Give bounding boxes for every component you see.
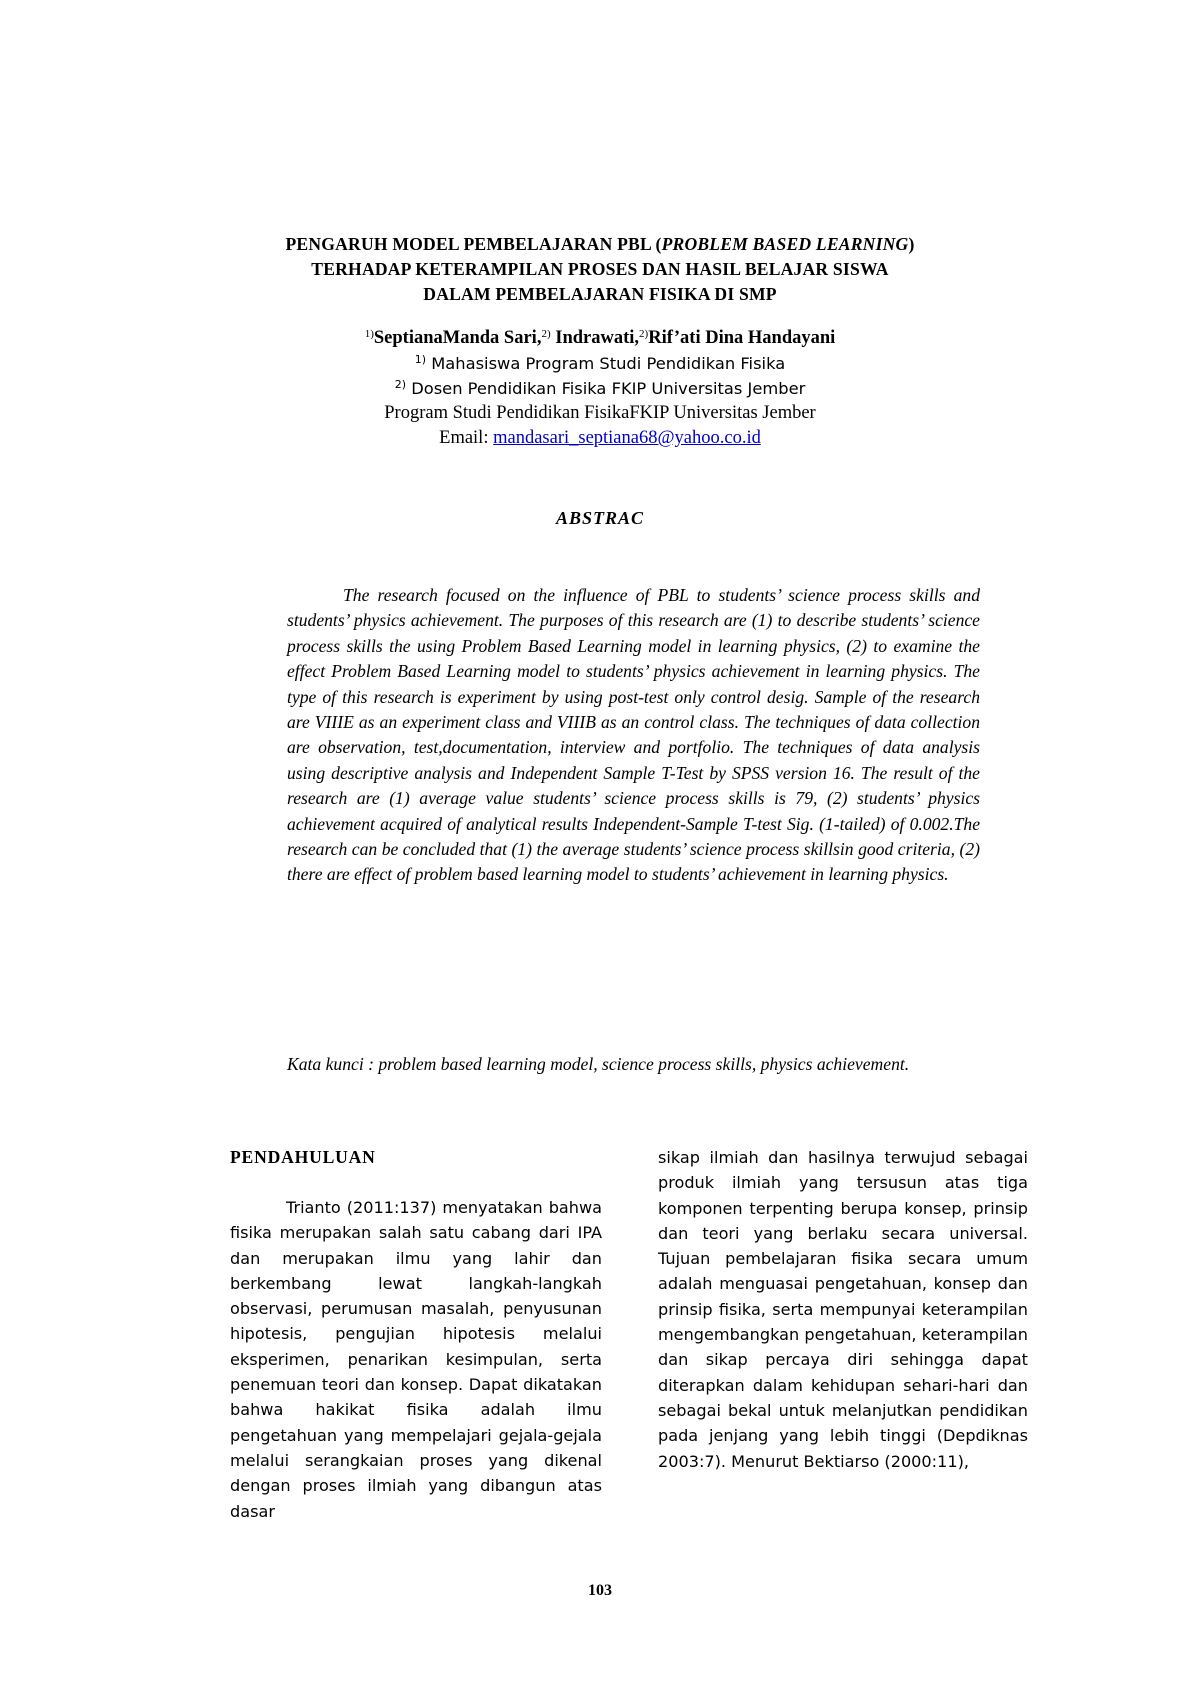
author-1-sup: 1) — [364, 328, 374, 340]
author-block — [150, 326, 1050, 451]
title-line-1 — [150, 232, 1050, 257]
title-line-1-prefix: PENGARUH MODEL PEMBELAJARAN PBL ( — [285, 234, 662, 254]
affiliation-2 — [150, 376, 1050, 401]
author-2-sup: 2) — [541, 328, 551, 340]
email-label: Email: — [439, 428, 494, 448]
left-column — [230, 1145, 602, 1524]
title-line-2: TERHADAP KETERAMPILAN PROSES DAN HASIL BELAJAR SISWA — [311, 259, 889, 279]
author-3-sup: 2) — [639, 328, 649, 340]
author-names — [150, 326, 1050, 351]
title-line-1-suffix: ) — [908, 234, 915, 254]
author-2: Indrawati, — [550, 328, 640, 348]
email-line — [150, 426, 1050, 451]
page-number: 103 — [588, 1582, 612, 1599]
email-link[interactable]: mandasari_septiana68@yahoo.co.id — [493, 428, 761, 448]
title-line-1-italic: PROBLEM BASED LEARNING — [661, 234, 909, 254]
left-paragraph: Trianto (2011:137) menyatakan bahwa fisika merupakan salah satu cabang dari IPA dan merupakan ilmu yang lahir dan berkembang lewat langkah-langkah observasi, perumusan masalah, penyusunan hipotesis, pengujian hipotesis melalui eksperimen, penarikan kesimpulan, serta penemuan teori dan konsep. Dapat dikatakan bahwa hakikat fisika adalah ilmu pengetahuan yang mempelajari gejala-gejala melalui serangkaian proses yang dikenal dengan proses ilmiah yang dibangun atas dasar — [230, 1198, 602, 1521]
paper-title — [150, 232, 1050, 307]
author-1: SeptianaManda Sari, — [373, 328, 542, 348]
affiliation-1-sup: 1) — [414, 353, 427, 366]
keywords: Kata kunci : problem based learning model, science process skills, physics achievement. — [287, 1054, 910, 1074]
affiliation-1-text: Mahasiswa Program Studi Pendidikan Fisika — [426, 354, 786, 373]
title-line-3: DALAM PEMBELAJARAN FISIKA DI SMP — [423, 284, 777, 304]
author-3: Rif’ati Dina Handayani — [648, 328, 836, 348]
right-paragraph: sikap ilmiah dan hasilnya terwujud sebagai produk ilmiah yang tersusun atas tiga komponen terpenting berupa konsep, prinsip dan teori yang berlaku secara universal. Tujuan pembelajaran fisika secara umum adalah menguasai pengetahuan, konsep dan prinsip fisika, serta mempunyai keterampilan mengembangkan pengetahuan, keterampilan dan sikap percaya diri sehingga dapat diterapkan dalam kehidupan sehari-hari dan sebagai bekal untuk melanjutkan pendidikan pada jenjang yang lebih tinggi (Depdiknas 2003:7). Menurut Bektiarso (2000:11), — [658, 1148, 1028, 1471]
affiliation-2-sup: 2) — [394, 378, 407, 391]
affiliation-1 — [150, 351, 1050, 376]
affiliation-3: Program Studi Pendidikan FisikaFKIP Universitas Jember — [384, 403, 816, 423]
abstract-body: The research focused on the influence of PBL to students’ science process skills and students’ physics achievement. The purposes of this research are (1) to describe students’ science process skills the using Problem Based Learning model in learning physics, (2) to examine the effect Problem Based Learning model to students’ physics achievement in learning physics. The type of this research is experiment by using post-test only control desig. Sample of the research are VIIIE as an experiment class and VIIIB as an control class. The techniques of data collection are observation, test,documentation, interview and portfolio. The techniques of data analysis using descriptive analysis and Independent Sample T-Test by SPSS version 16. The result of the research are (1) average value students’ science process skills is 79, (2) students’ physics achievement acquired of analytical results Independent-Sample T-test Sig. (1-tailed) of 0.002.The research can be concluded that (1) the average students’ science process skillsin good criteria, (2) there are effect of problem based learning model to students’ achievement in learning physics. — [287, 585, 980, 885]
right-column — [658, 1145, 1028, 1474]
affiliation-2-text: Dosen Pendidikan Fisika FKIP Universitas Jember — [406, 379, 806, 398]
section-heading-pendahuluan: PENDAHULUAN — [230, 1147, 376, 1167]
abstract-heading: ABSTRAC — [555, 508, 645, 528]
